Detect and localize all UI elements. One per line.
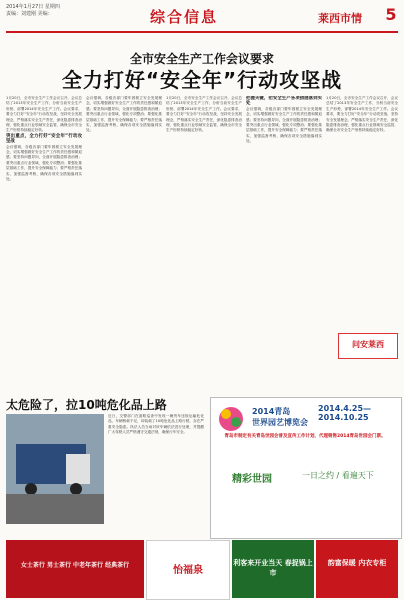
expo-logo-icon — [216, 404, 246, 434]
store-advertisement — [232, 540, 314, 598]
lead-column-5 — [326, 96, 398, 328]
lead-subhead-1: 突出重点，全力打好“安全年”行动攻坚战 — [6, 133, 82, 145]
spring-water-ad-title: 怡福泉 — [173, 565, 203, 576]
issue-date: 2014年1月27日 星期四 — [6, 4, 60, 10]
region-title: 莱西市情 — [318, 12, 362, 25]
lead-column-3 — [166, 96, 242, 376]
tea-advertisement — [6, 540, 144, 598]
lead-body: 1月20日，全市安全生产工作会议召开，会议总结了2013年安全生产工作，分析当前安全生产形势，部署2014年安全生产工作。会议要求，要全力打好“安全年”行动攻坚战，坚持安全发展理念，严格落实安全生产责任，深化隐患排查治理，强化重点行业领域安全监管，确保全市安全生产形势持续稳定好转。 — [6, 96, 82, 133]
section-title: 综合信息 — [150, 8, 219, 26]
expo-dates: 2014.4.25—2014.10.25 — [318, 404, 372, 422]
expo-slogan-sub: 一日之约 / 看遍天下 — [302, 471, 374, 480]
expo-promo-text: 青岛市制定有关青岛世园会普及宣传工作计划，代理销售2014青岛世园会门票。 — [224, 434, 386, 439]
ask-safety-logo — [338, 333, 398, 359]
issue-editor: 责编：刘建刚 美编： — [6, 11, 53, 17]
page-number: 5 — [385, 5, 397, 24]
truck-photo — [6, 414, 104, 524]
story2-body: 近日，交警部门在道路巡查中发现一辆货车违规运输危化品，车辆核载不足，却装载了10吨危化品上路行驶，存在严重安全隐患。执法人员当场对该车辆依法进行处理，并提醒广大驾驶人员严格遵守交通法规，确保行车安全。 — [108, 414, 204, 435]
header-rule — [6, 31, 398, 33]
lead-body-cont: 会议强调，各级各部门要牢固树立安全发展理念，切实增强做好安全生产工作的责任感和紧迫感；要坚持问题导向，全面开展隐患排查治理；要突出重点行业领域，强化专项整治；要强化基层基础工作，提升安全保障能力；要严格责任落实，加强监督考核，确保各项安全措施落到实处。 — [6, 144, 82, 182]
ask-safety-label: 问安莱西 — [352, 340, 384, 349]
tea-ad-title: 女士茶行 男士茶行 中老年茶行 经典茶行 — [20, 562, 130, 569]
lead-body-2: 会议强调，各级各部门要牢固树立安全发展理念，切实增强做好安全生产工作的责任感和紧迫感；要坚持问题导向，全面开展隐患排查治理；要突出重点行业领域，强化专项整治；要强化基层基础工作，提升安全保障能力；要严格责任落实，加强监督考核，确保各项安全措施落到实处。 — [86, 96, 162, 133]
lead-column-2 — [86, 96, 162, 376]
story2-headline: 太危险了，拉10吨危化品上路 — [6, 398, 167, 412]
store-ad-title: 利客来开业当天 春捉锅上市 — [233, 559, 313, 577]
expo-slogan: 精彩世园 — [232, 474, 272, 485]
lead-body-3: 1月20日，全市安全生产工作会议召开，会议总结了2013年安全生产工作，分析当前安全生产形势，部署2014年安全生产工作。会议要求，要全力打好“安全年”行动攻坚战，坚持安全发展理念，严格落实安全生产责任，深化隐患排查治理，强化重点行业领域安全监管，确保全市安全生产形势持续稳定好转。 — [166, 96, 242, 133]
issue-meta — [6, 4, 60, 18]
lead-column-4 — [246, 96, 322, 376]
lead-headline: 全力打好“安全年”行动攻坚战 — [61, 68, 343, 92]
truck-photo-illustration — [6, 414, 104, 524]
expo-title-year: 2014青岛 — [252, 407, 291, 416]
lead-column-1 — [6, 96, 82, 376]
underwear-advertisement — [316, 540, 398, 598]
underwear-ad-title: 韵富保暖 内衣专柜 — [327, 559, 387, 567]
lead-body-4: 会议强调，各级各部门要牢固树立安全发展理念，切实增强做好安全生产工作的责任感和紧迫感；要坚持问题导向，全面开展隐患排查治理；要突出重点行业领域，强化专项整治；要强化基层基础工作，提升安全保障能力；要严格责任落实，加强监督考核，确保各项安全措施落到实处。 — [246, 106, 322, 144]
lead-kicker: 全市安全生产工作会议要求 — [129, 52, 274, 66]
lead-subhead-2: 把握关键，把安全生产各项措施落到实处 — [246, 96, 322, 107]
expo-title-name: 世界园艺博览会 — [252, 418, 308, 427]
spring-water-advertisement — [146, 540, 230, 600]
lead-body-5: 1月20日，全市安全生产工作会议召开，会议总结了2013年安全生产工作，分析当前安全生产形势，部署2014年安全生产工作。会议要求，要全力打好“安全年”行动攻坚战，坚持安全发展理念，严格落实安全生产责任，深化隐患排查治理，强化重点行业领域安全监管，确保全市安全生产形势持续稳定好转。 — [326, 96, 398, 133]
